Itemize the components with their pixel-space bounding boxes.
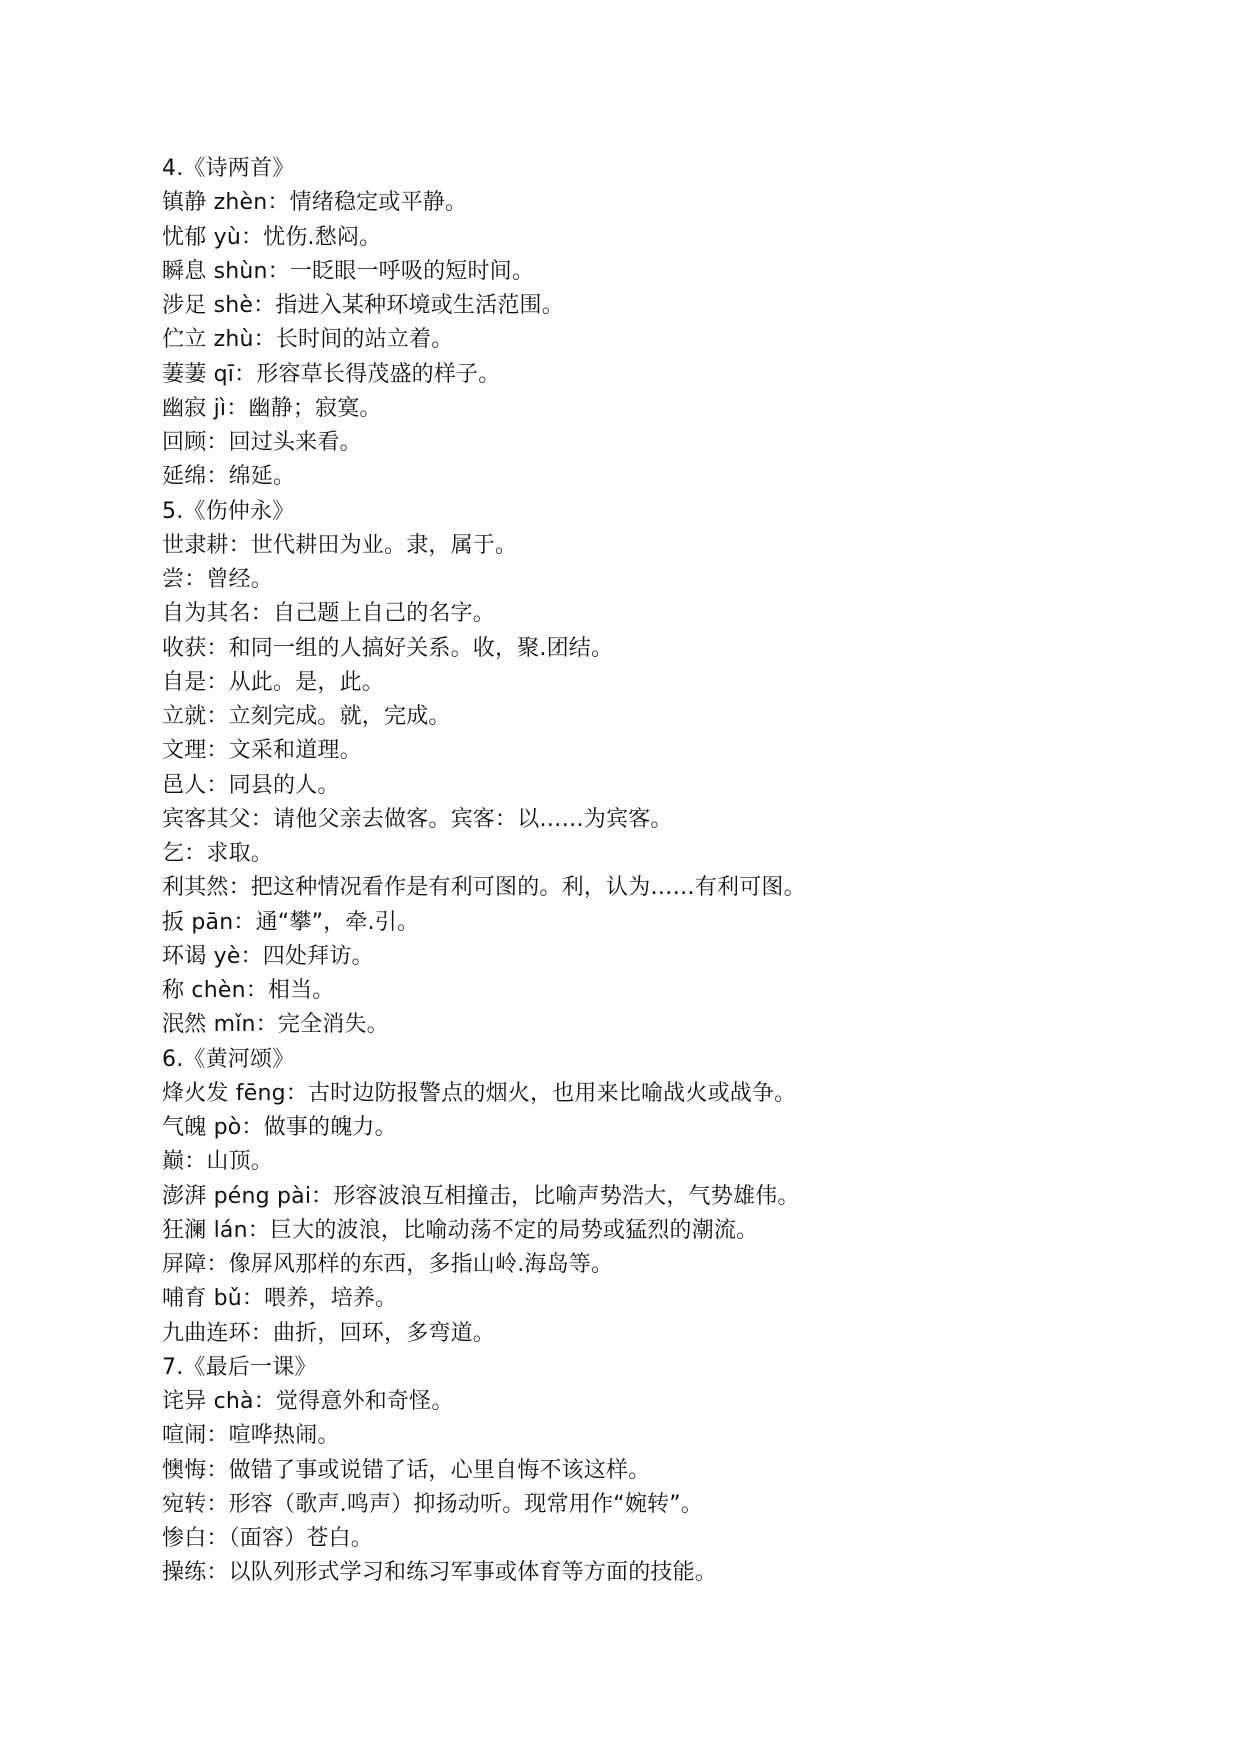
vocab-entry: 萋萋 qī：形容草长得茂盛的样子。 — [162, 361, 501, 387]
vocab-entry: 澎湃 péng pài：形容波浪互相撞击，比喻声势浩大，气势雄伟。 — [162, 1183, 800, 1209]
vocab-entry: 世隶耕：世代耕田为业。隶，属于。 — [162, 532, 518, 558]
vocab-entry: 喧闹：喧哗热闹。 — [162, 1423, 340, 1449]
vocab-entry: 环谒 yè：四处拜访。 — [162, 943, 374, 969]
vocab-entry: 延绵：绵延。 — [162, 464, 296, 490]
vocab-entry: 称 chèn：相当。 — [162, 978, 335, 1003]
vocab-entry: 邑人：同县的人。 — [162, 772, 340, 798]
vocab-entry: 哺育 bǔ：喂养，培养。 — [162, 1286, 398, 1312]
vocab-entry: 文理：文采和道理。 — [162, 738, 362, 764]
vocab-entry: 屏障：像屏风那样的东西，多指山岭.海岛等。 — [162, 1252, 614, 1277]
vocab-entry: 烽火发 fēng：古时边防报警点的烟火，也用来比喻战火或战争。 — [162, 1080, 797, 1106]
vocab-entry: 涉足 shè：指进入某种环境或生活范围。 — [162, 293, 564, 318]
vocab-entry: 幽寂 jì：幽静；寂寞。 — [162, 395, 382, 421]
vocab-entry: 镇静 zhèn：情绪稳定或平静。 — [162, 190, 468, 216]
vocab-entry: 乞：求取。 — [162, 841, 274, 866]
vocabulary-list — [162, 152, 1162, 1591]
vocab-entry: 自是：从此。是，此。 — [162, 669, 385, 695]
vocab-entry: 尝：曾经。 — [162, 567, 274, 592]
vocab-entry: 利其然：把这种情况看作是有利可图的。利，认为……有利可图。 — [162, 875, 806, 901]
vocab-entry: 自为其名：自己题上自己的名字。 — [162, 601, 496, 627]
vocab-entry: 收获：和同一组的人搞好关系。收，聚.团结。 — [162, 635, 614, 661]
vocab-entry: 诧异 chà：觉得意外和奇怪。 — [162, 1389, 454, 1414]
vocab-entry: 惨白：（面容）苍白。 — [162, 1526, 374, 1551]
vocab-entry: 伫立 zhù：长时间的站立着。 — [162, 327, 454, 353]
vocab-entry: 忧郁 yù：忧伤.愁闷。 — [162, 224, 382, 250]
section-heading-5: 5.《伤仲永》 — [162, 498, 295, 524]
section-heading-7: 7.《最后一课》 — [162, 1354, 317, 1380]
vocab-entry: 瞬息 shùn：一眨眼一呼吸的短时间。 — [162, 258, 535, 284]
vocab-entry: 泯然 mǐn：完全消失。 — [162, 1012, 389, 1038]
vocab-entry: 操练：以队列形式学习和练习军事或体育等方面的技能。 — [162, 1560, 718, 1586]
vocab-entry: 宛转：形容（歌声.鸣声）抑扬动听。现常用作“婉转”。 — [162, 1491, 703, 1517]
vocab-entry: 懊悔：做错了事或说错了话，心里自悔不该这样。 — [162, 1457, 651, 1483]
section-heading-4: 4.《诗两首》 — [162, 156, 295, 181]
section-heading-6: 6.《黄河颂》 — [162, 1046, 295, 1072]
vocab-entry: 立就：立刻完成。就，完成。 — [162, 704, 451, 729]
vocab-entry: 气魄 pò：做事的魄力。 — [162, 1115, 397, 1140]
vocab-entry: 狂澜 lán：巨大的波浪，比喻动荡不定的局势或猛烈的潮流。 — [162, 1217, 759, 1243]
vocab-entry: 宾客其父：请他父亲去做客。宾客：以……为宾客。 — [162, 806, 673, 832]
vocab-entry: 九曲连环：曲折，回环，多弯道。 — [162, 1320, 496, 1346]
vocab-entry: 回顾：回过头来看。 — [162, 430, 362, 455]
vocab-entry: 扳 pān：通“攀”，牵.引。 — [162, 909, 420, 935]
vocab-entry: 巅：山顶。 — [162, 1149, 274, 1175]
